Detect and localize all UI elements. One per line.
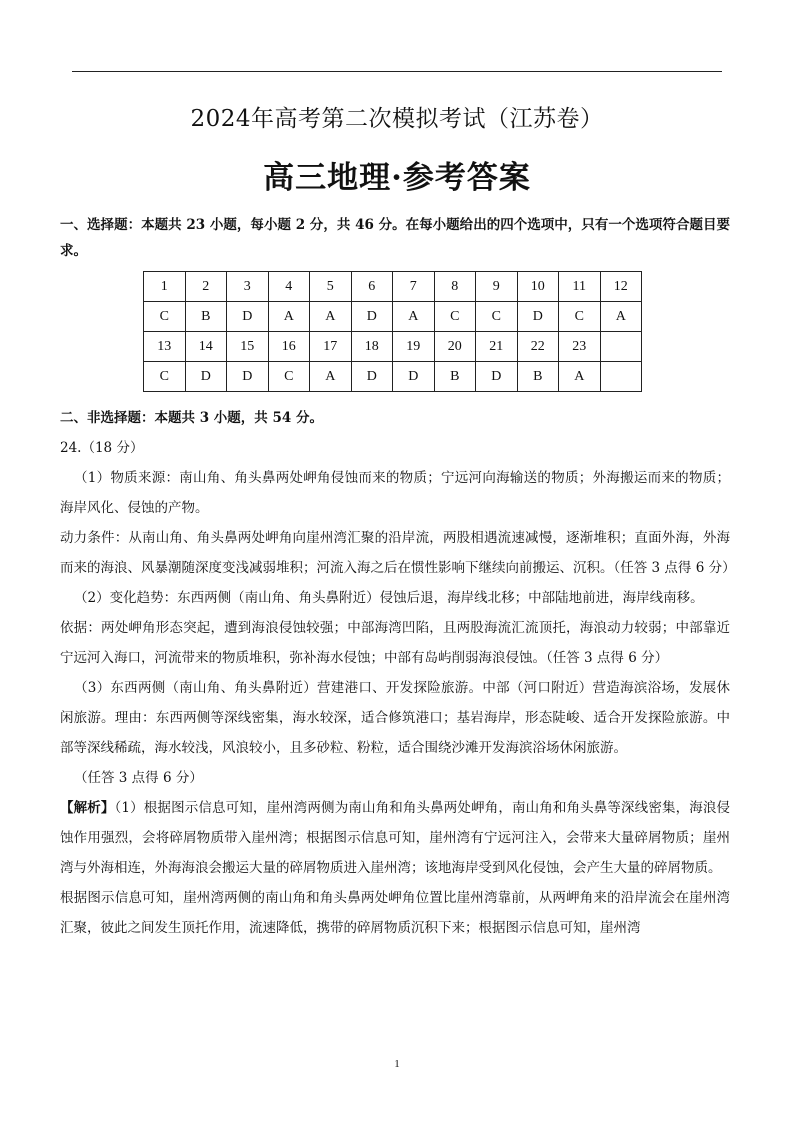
answer-table-cell: D: [227, 362, 269, 392]
answer-table-cell: B: [185, 302, 227, 332]
answer-table-cell: 14: [185, 332, 227, 362]
question-24-heading: 24.（18 分）: [60, 440, 144, 456]
answer-table-cell: 19: [393, 332, 435, 362]
header-rule: [72, 71, 722, 72]
answer-paragraph: （任答 3 点得 6 分）: [74, 770, 203, 786]
answer-paragraph: （2）变化趋势：东西两侧（南山角、角头鼻附近）侵蚀后退，海岸线北移；中部陆地前进，海岸线南移。: [74, 590, 704, 606]
answer-table-cell: 20: [434, 332, 476, 362]
answer-table-cell: D: [517, 302, 559, 332]
exam-title: 2024年高考第二次模拟考试（江苏卷）: [190, 106, 604, 132]
answer-paragraph: （1）物质来源：南山角、角头鼻两处岬角侵蚀而来的物质；宁远河向海输送的物质；外海搬运而来的物质；海岸风化、侵蚀的产物。: [60, 470, 730, 516]
answer-paragraph: 动力条件：从南山角、角头鼻两处岬角向崖州湾汇聚的沿岸流，两股相遇流速减慢，逐渐堆积；直面外海，外海而来的海浪、风暴潮随深度变浅减弱堆积；河流入海之后在惯性影响下继续向前搬运、沉积。（任答 3 点得 6 分）: [60, 530, 736, 576]
answer-paragraph: （3）东西两侧（南山角、角头鼻附近）营建港口、开发探险旅游。中部（河口附近）营造海滨浴场，发展休闲旅游。理由：东西两侧等深线密集，海水较深，适合修筑港口；基岩海岸，形态陡峻、适合开发探险旅游。中部等深线稀疏，海水较浅，风浪较小，且多砂粒、粉粒，适合围绕沙滩开发海滨浴场休闲旅游。: [60, 680, 730, 756]
answer-table-cell: 5: [310, 272, 352, 302]
answer-table-cell: 17: [310, 332, 352, 362]
answer-table-cell: B: [434, 362, 476, 392]
answer-table-cell: 23: [559, 332, 601, 362]
answer-table-cell: 15: [227, 332, 269, 362]
answer-table-cell: 6: [351, 272, 393, 302]
answer-table-cell: A: [268, 302, 310, 332]
answer-table-cell: A: [310, 362, 352, 392]
answer-table-cell: A: [600, 302, 642, 332]
answer-table-cell: C: [559, 302, 601, 332]
analysis-text: （1）根据图示信息可知，崖州湾两侧为南山角和角头鼻两处岬角，南山角和角头鼻等深线密集，海浪侵蚀作用强烈，会将碎屑物质带入崖州湾；根据图示信息可知，崖州湾有宁远河注入，会带来大量碎屑物质；崖州湾与外海相连，外海海浪会搬运大量的碎屑物质进入崖州湾；该地海岸受到风化侵蚀，会产生大量的碎屑物质。: [60, 800, 730, 876]
answer-table-cell: 4: [268, 272, 310, 302]
answer-table-cell: D: [476, 362, 518, 392]
answer-table-cell: 16: [268, 332, 310, 362]
question-24-answer: [60, 433, 736, 943]
answer-paragraph: 依据：两处岬角形态突起，遭到海浪侵蚀较强；中部海湾凹陷，且两股海流汇流顶托，海浪动力较弱；中部靠近宁远河入海口，河流带来的物质堆积，弥补海水侵蚀；中部有岛屿削弱海浪侵蚀。（任答 3 点得 6 分）: [60, 620, 730, 666]
answer-table: [143, 271, 642, 392]
answer-table-cell: D: [185, 362, 227, 392]
answer-table-row: [144, 272, 642, 302]
answer-table-cell: B: [517, 362, 559, 392]
answer-table-cell: 1: [144, 272, 186, 302]
section-2-instructions: 二、非选择题：本题共 3 小题，共 54 分。: [60, 410, 323, 426]
answer-table-cell: [600, 332, 642, 362]
answer-table-cell: A: [393, 302, 435, 332]
answer-table-cell: 10: [517, 272, 559, 302]
answer-table-cell: C: [144, 302, 186, 332]
analysis-paragraph: 根据图示信息可知，崖州湾两侧的南山角和角头鼻两处岬角位置比崖州湾靠前，从两岬角来的沿岸流会在崖州湾汇聚，彼此之间发生顶托作用，流速降低，携带的碎屑物质沉积下来；根据图示信息可知，崖州湾: [60, 890, 730, 936]
answer-table-cell: 3: [227, 272, 269, 302]
answer-table-cell: 9: [476, 272, 518, 302]
answer-table-cell: C: [476, 302, 518, 332]
answer-table-cell: 11: [559, 272, 601, 302]
answer-table-row: [144, 332, 642, 362]
answer-table-cell: D: [227, 302, 269, 332]
answer-table-cell: 18: [351, 332, 393, 362]
answer-table-cell: A: [559, 362, 601, 392]
analysis-paragraph: [60, 793, 730, 883]
answer-table-cell: 8: [434, 272, 476, 302]
answer-table-cell: 7: [393, 272, 435, 302]
answer-table-cell: D: [351, 302, 393, 332]
section-1-instructions: 一、选择题：本题共 23 小题，每小题 2 分，共 46 分。在每小题给出的四个选项中，只有一个选项符合题目要求。: [60, 217, 730, 259]
analysis-label: 【解析】: [60, 800, 115, 816]
answer-table-cell: D: [351, 362, 393, 392]
answer-table-cell: C: [434, 302, 476, 332]
answer-table-cell: C: [268, 362, 310, 392]
answer-table-cell: 2: [185, 272, 227, 302]
answer-table-cell: A: [310, 302, 352, 332]
answer-table-cell: 21: [476, 332, 518, 362]
answer-table-cell: 13: [144, 332, 186, 362]
answer-table-cell: 22: [517, 332, 559, 362]
answer-table-row: [144, 362, 642, 392]
answer-table-row: [144, 302, 642, 332]
answer-table-cell: C: [144, 362, 186, 392]
answer-table-cell: 12: [600, 272, 642, 302]
page-number: 1: [394, 1058, 400, 1070]
subject-title: 高三地理·参考答案: [263, 160, 531, 196]
answer-table-cell: D: [393, 362, 435, 392]
answer-table-cell: [600, 362, 642, 392]
